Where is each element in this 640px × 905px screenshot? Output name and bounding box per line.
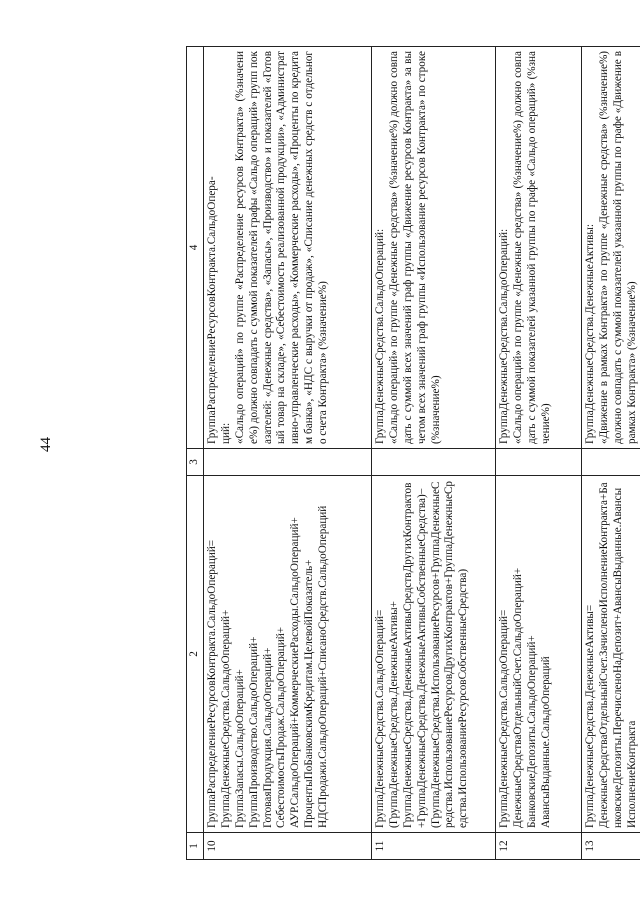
- description-line: «Сальдо операций» по группе «Денежные средства» (%значение%) должно совпадать с суммой всех значений граф группы «Движение ресурсов Контракта» за вычетом всех значений граф группы «Использование ресурсов Контракта» по строке (%значение%): [387, 51, 442, 444]
- validation-rules-table: [186, 46, 640, 860]
- formula-line: ПроцентыПоБанковскимКредитам.ЦелевойПоказатель+: [303, 559, 316, 828]
- row-number: 12: [496, 833, 582, 860]
- formula-line: ГотоваяПродукция.СальдоОпераций+: [261, 647, 274, 828]
- formula-line: ГруппаДенежныеСредства.ДенежныеАктивы=: [584, 604, 596, 828]
- col3-cell: [496, 449, 582, 476]
- description-line: «Сальдо операций» по группе «Распределение ресурсов Контракта» (%значение%) должно совпадать с суммой показателей графы «Сальдо операций» групп показателей: «Денежные средства», «Запасы», «Производство» и показателей «Готовый товар на складе», «Себестоимость реализованной продукции», «Административно-управленческие расходы», «Коммерческие расходы», «Проценты по кредитам банка», «НДС с выручки от продаж», «Списание денежных средств с отдельного счета Контракта» (%значение%): [233, 51, 330, 444]
- table-row: [372, 47, 496, 860]
- description-cell: [204, 47, 372, 449]
- formula-line: НДСПродажи.СальдоОпераций+СписаноСредств.СальдоОпераций: [317, 505, 330, 828]
- description-line: ГруппаДенежныеСредства.ДенежныеАктивы:: [584, 224, 596, 444]
- formula-cell: [582, 476, 640, 833]
- description-line: ГруппаДенежныеСредства.СальдоОпераций:: [374, 228, 386, 444]
- formula-line: (ГруппаДенежныеСредства.ДенежныеАктивы+: [387, 601, 400, 828]
- col3-cell: [582, 449, 640, 476]
- header-col-1: 1: [187, 833, 204, 860]
- page-number: 44: [38, 437, 54, 452]
- formula-line: ГруппаДенежныеСредства.СальдоОпераций=: [374, 609, 386, 828]
- table-row: [496, 47, 582, 860]
- formula-line: ДенежныеСредстваОтдельныйСчет.СальдоОпераций+: [511, 567, 524, 828]
- description-line: ГруппаДенежныеСредства.СальдоОпераций:: [498, 228, 510, 444]
- formula-line: ГруппаДенежныеСредства.СальдоОпераций=: [498, 609, 510, 828]
- table-row: [582, 47, 640, 860]
- formula-line: ГруппаПроизводство.СальдоОпераций+: [247, 636, 260, 828]
- formula-cell: [372, 476, 496, 833]
- col3-cell: [372, 449, 496, 476]
- table-row: [204, 47, 372, 860]
- description-line: «Сальдо операций» по группе «Денежные средства» (%значение%) должно совпадать с суммой показателей указанной группы по графе «Сальдо операций» (%значение%): [511, 51, 552, 444]
- col3-cell: [204, 449, 372, 476]
- description-line: ций:: [219, 422, 232, 444]
- row-number: 11: [372, 833, 496, 860]
- formula-cell: [496, 476, 582, 833]
- formula-line: ГруппаДенежныеСредства.ДенежныеАктивыСредствДругихКонтрактов+ГруппаДенежныеСредства.ДенежныеАктивыСобственныеСредства)−(ГруппаДенежныеСредства.ИспользованиеРесурсов+ГруппаДенежныеСредства.ИспользованиеРесурсовДругихКонтрактов+ГруппаДенежныеСредства.ИспользованиеРесурсовСобственныеСредства): [401, 481, 470, 828]
- header-col-2: 2: [187, 476, 204, 833]
- formula-cell: [204, 476, 372, 833]
- formula-line: АвансыВыданные.СальдоОпераций: [539, 656, 552, 828]
- formula-line: ДенежныеСредстваОтдельныйСчет.ЗачисленоИсполнениеКонтракта+БанковскиеДепозиты.ПеречисленоНаДепозит+АвансыВыданные.АвансыИсполнениеКонтракта: [597, 482, 638, 828]
- description-cell: [372, 47, 496, 449]
- description-cell: [496, 47, 582, 449]
- formula-line: СебестоимостьПродаж.СальдоОпераций+: [275, 626, 288, 828]
- formula-line: ГруппаДенежныеСредства.СальдоОпераций+: [219, 609, 232, 828]
- row-number: 13: [582, 833, 640, 860]
- formula-line: ГруппаЗапасы.СальдоОпераций+: [233, 669, 246, 828]
- formula-line: БанковскиеДепозиты.СальдоОпераций+: [525, 635, 538, 828]
- header-col-3: 3: [187, 449, 204, 476]
- description-line: ГруппаРаспределениеРесурсовКонтракта.СальдоОпера-: [206, 176, 218, 444]
- rotated-page-content: [186, 46, 640, 860]
- table-header-row: [187, 47, 204, 860]
- row-number: 10: [204, 833, 372, 860]
- header-col-4: 4: [187, 47, 204, 449]
- description-line: «Движение в рамках Контракта» по группе «Денежные средства» (%значение%) должно совпадать с суммой показателей указанной группы по графе «Движение в рамках Контракта» (%значение%): [597, 51, 638, 444]
- formula-line: ГруппаРаспределениеРесурсовКонтракта.СальдоОпераций=: [206, 539, 218, 828]
- formula-line: АУР.СальдоОпераций+КоммерческиеРасходы.СальдоОпераций+: [289, 517, 302, 828]
- description-cell: [582, 47, 640, 449]
